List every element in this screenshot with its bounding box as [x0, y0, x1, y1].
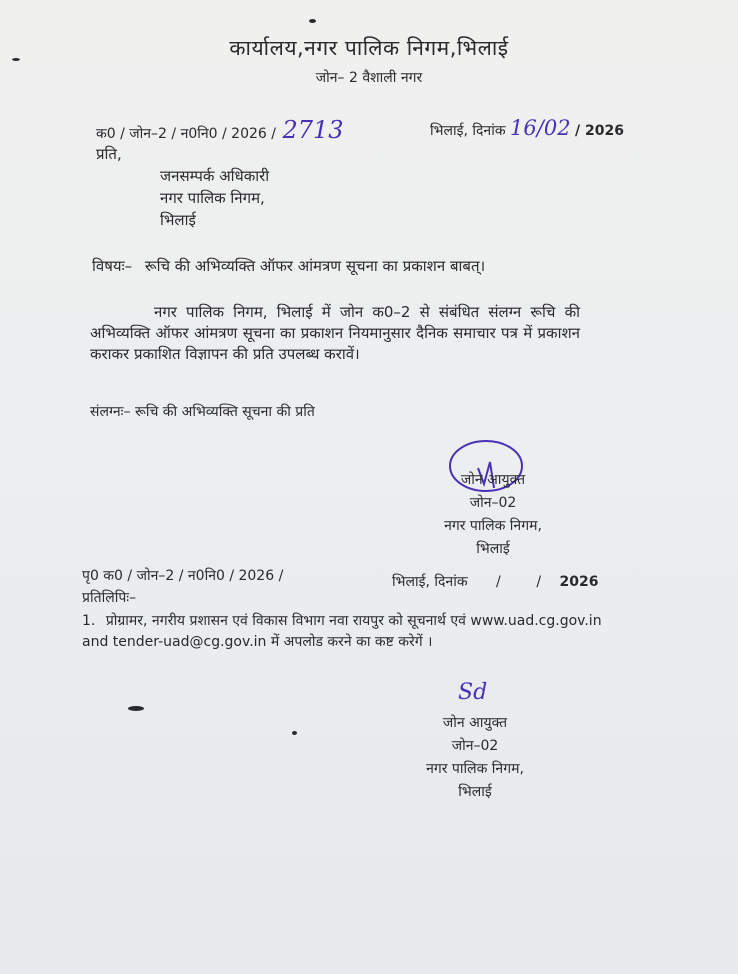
sd-mark: Sd: [458, 680, 488, 705]
copy-item-number: 1.: [82, 613, 96, 629]
reference-handwritten-number: 2713: [282, 116, 344, 144]
office-title: कार्यालय,नगर पालिक निगम,भिलाई: [229, 36, 509, 60]
ink-dot: [128, 706, 144, 711]
enclosure-label: संलग्नः–: [90, 404, 131, 420]
signatory-title: जोन आयुक्त: [442, 715, 508, 731]
subject-label: विषयः–: [92, 257, 133, 275]
signature-block-bottom: [400, 712, 550, 804]
to-label: प्रति,: [96, 145, 122, 163]
ink-dot: [292, 731, 297, 735]
copy-date-year: 2026: [559, 574, 599, 590]
ink-dot: [309, 19, 316, 23]
signature-block-top: [418, 469, 568, 561]
signatory-zone: जोन–02: [469, 495, 517, 511]
subject-text: रूचि की अभिव्यक्ति ऑफर आंमत्रण सूचना का प्रकाशन बाबत्।: [144, 257, 486, 275]
copy-date-prefix: भिलाई, दिनांक: [392, 574, 468, 590]
signatory-city: भिलाई: [458, 784, 492, 800]
recipient-line: जनसम्पर्क अधिकारी: [160, 167, 270, 185]
recipient-line: भिलाई: [160, 211, 196, 229]
date-prefix: भिलाई, दिनांक: [430, 123, 506, 139]
signatory-city: भिलाई: [476, 541, 510, 557]
enclosure-line: [90, 402, 315, 421]
copy-item-text: प्रोग्रामर, नगरीय प्रशासन एवं विकास विभाग नवा रायपुर को सूचनार्थ एवं www.uad.cg.gov.in and tender-uad@cg.gov.in में अपलोड करने का कष्ट करेगें ।: [82, 613, 602, 650]
body-text: नगर पालिक निगम, भिलाई में जोन क0–2 से संबंधित संलग्न रूचि की अभिव्यक्ति ऑफर आंमत्रण सूचना का प्रकाशन नियमानुसार दैनिक समाचार पत्र में प्रकाशन कराकर प्रकाशित विज्ञापन की प्रति उपलब्ध करावें।: [90, 303, 580, 363]
signatory-org: नगर पालिक निगम,: [426, 761, 524, 777]
subject-line: [92, 256, 485, 276]
reference-prefix: क0 / जोन–2 / न0नि0 / 2026 /: [96, 126, 276, 142]
signatory-title: जोन आयुक्त: [460, 472, 526, 488]
copy-label: प्रतिलिपिः–: [82, 590, 137, 606]
signatory-org: नगर पालिक निगम,: [444, 518, 542, 534]
copy-date: [392, 572, 599, 591]
reference-number: [96, 116, 344, 144]
letter-date: [430, 116, 624, 140]
enclosure-text: रूचि की अभिव्यक्ति सूचना की प्रति: [134, 404, 315, 420]
recipient-line: नगर पालिक निगम,: [160, 189, 265, 207]
copy-date-blanks: / /: [496, 574, 542, 590]
date-year: / 2026: [575, 123, 624, 139]
zone-subtitle: जोन– 2 वैशाली नगर: [315, 70, 423, 86]
signatory-zone: जोन–02: [451, 738, 499, 754]
copy-item: [82, 611, 602, 653]
body-paragraph: [90, 302, 580, 365]
copy-reference: पृ0 क0 / जोन–2 / न0नि0 / 2026 /: [82, 568, 284, 584]
date-handwritten: 16/02: [510, 116, 571, 140]
